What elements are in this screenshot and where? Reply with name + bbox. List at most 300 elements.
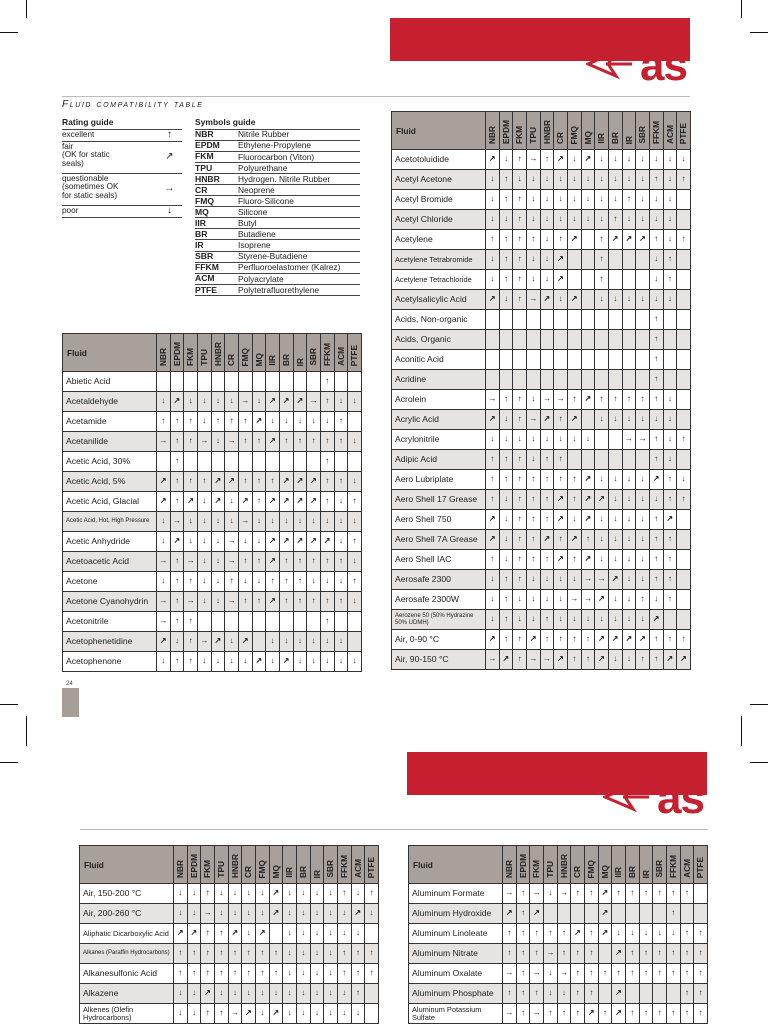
rating-cell xyxy=(197,452,211,472)
rating-arrow-icon: ↗ xyxy=(598,904,612,924)
rating-arrow-icon: ↓ xyxy=(540,570,554,590)
rating-arrow-icon: ↑ xyxy=(584,984,598,1004)
rating-arrow-icon: ↓ xyxy=(649,210,663,230)
material-column-header: FKM xyxy=(513,112,527,150)
material-column-header: CR xyxy=(225,334,239,372)
rating-arrow-icon: → xyxy=(197,432,211,452)
rating-cell xyxy=(499,350,513,370)
rating-arrow-icon: → xyxy=(486,650,500,670)
crop-mark xyxy=(0,32,18,33)
rating-arrow-icon: ↓ xyxy=(595,530,609,550)
rating-cell xyxy=(636,450,650,470)
table-row xyxy=(409,924,708,944)
rating-arrow-icon: ↓ xyxy=(612,924,626,944)
rating-arrow-icon: ↗ xyxy=(307,532,321,552)
rating-arrow-icon: ↓ xyxy=(320,512,334,532)
rating-cell xyxy=(677,450,691,470)
fluid-name: Acetophenetidine xyxy=(63,632,157,652)
fluid-name: Alkazene xyxy=(80,984,174,1004)
rating-arrow-icon: ↑ xyxy=(557,924,571,944)
rating-arrow-icon: ↑ xyxy=(174,944,188,964)
symbol-guide-row xyxy=(195,130,360,141)
rating-arrow-icon: ↑ xyxy=(554,470,568,490)
rating-arrow-icon: ↑ xyxy=(530,944,544,964)
fluid-name: Acids, Organic xyxy=(392,330,486,350)
rating-arrow-icon: ↑ xyxy=(187,964,201,984)
rating-arrow-icon: ↓ xyxy=(622,590,636,610)
symbol-abbr: BR xyxy=(195,229,208,240)
table-row xyxy=(63,392,362,412)
rating-arrow-icon: ↑ xyxy=(639,944,653,964)
rating-arrow-icon: ↓ xyxy=(307,652,321,672)
crop-mark xyxy=(0,762,18,763)
rating-arrow-icon: → xyxy=(225,532,239,552)
rating-arrow-icon: ↓ xyxy=(174,1004,188,1024)
material-column-header: ACM xyxy=(334,334,348,372)
rating-arrow-icon: ↑ xyxy=(677,490,691,510)
logo-arrow-icon xyxy=(586,48,636,80)
rating-arrow-icon: ↓ xyxy=(554,570,568,590)
rating-cell xyxy=(293,452,307,472)
rating-arrow-icon: ↑ xyxy=(584,944,598,964)
rating-arrow-icon: → xyxy=(540,650,554,670)
rating-cell xyxy=(269,924,283,944)
table-row xyxy=(392,150,691,170)
rating-cell xyxy=(622,350,636,370)
rating-arrow-icon: ↓ xyxy=(225,512,239,532)
rating-arrow-icon: ↓ xyxy=(608,590,622,610)
material-column-header: BR xyxy=(625,846,639,884)
table-row xyxy=(392,490,691,510)
rating-cell xyxy=(677,410,691,430)
rating-cell xyxy=(365,924,379,944)
rating-cell xyxy=(677,350,691,370)
rating-cell xyxy=(486,310,500,330)
fluid-name: Acetaldehyde xyxy=(63,392,157,412)
rating-arrow-icon: ↑ xyxy=(663,490,677,510)
rating-cell xyxy=(677,570,691,590)
rating-arrow-icon: ↓ xyxy=(608,510,622,530)
table-row xyxy=(392,470,691,490)
fluid-column-header: Fluid xyxy=(392,112,486,150)
fluid-name: Acetyl Chloride xyxy=(392,210,486,230)
rating-cell xyxy=(225,612,239,632)
symbol-abbr: SBR xyxy=(195,251,214,262)
rating-arrow-icon: ↓ xyxy=(197,512,211,532)
rating-arrow-icon: ↓ xyxy=(663,170,677,190)
rating-arrow-icon: ↑ xyxy=(320,452,334,472)
fluid-column-header: Fluid xyxy=(80,846,174,884)
rating-arrow-icon: ↑ xyxy=(666,904,680,924)
rating-arrow-icon: ↑ xyxy=(320,432,334,452)
page-number: 24 xyxy=(66,681,73,687)
rating-cell xyxy=(595,450,609,470)
rating-cell xyxy=(540,350,554,370)
material-column-header: NBR xyxy=(486,112,500,150)
rating-arrow-icon: ↓ xyxy=(622,410,636,430)
rating-arrow-icon: ↓ xyxy=(157,532,171,552)
rating-arrow-icon: ↓ xyxy=(242,984,256,1004)
symbol-guide-row xyxy=(195,274,360,285)
rating-arrow-icon: ↓ xyxy=(310,944,324,964)
rating-arrow-icon: ↑ xyxy=(320,372,334,392)
rating-cell xyxy=(307,612,321,632)
rating-arrow-icon: ↑ xyxy=(513,230,527,250)
rating-arrow-icon: ↗ xyxy=(554,510,568,530)
table-row xyxy=(392,290,691,310)
material-column-header: TPU xyxy=(214,846,228,884)
rating-arrow-icon: ↑ xyxy=(503,944,517,964)
fluid-name: Aluminum Linoleate xyxy=(409,924,503,944)
rating-arrow-icon: ↑ xyxy=(540,550,554,570)
fluid-name: Acetoacetic Acid xyxy=(63,552,157,572)
rating-arrow-icon: ↓ xyxy=(567,610,581,630)
rating-arrow-icon: ↑ xyxy=(293,592,307,612)
rating-arrow-icon: ↓ xyxy=(513,170,527,190)
rating-arrow-icon: ↑ xyxy=(184,612,198,632)
rating-arrow-icon: ↑ xyxy=(334,412,348,432)
material-column-header: ACM xyxy=(351,846,365,884)
rating-arrow-icon: ↓ xyxy=(334,572,348,592)
rating-arrow-icon: ↗ xyxy=(595,630,609,650)
rating-arrow-icon: ↓ xyxy=(499,210,513,230)
rating-arrow-icon: ↓ xyxy=(283,924,297,944)
fluid-name: Aluminum Hydroxide xyxy=(409,904,503,924)
material-column-header: CR xyxy=(242,846,256,884)
rating-arrow-icon: ↑ xyxy=(351,964,365,984)
rating-arrow-icon: ↑ xyxy=(170,592,184,612)
rating-arrow-icon: ↑ xyxy=(595,390,609,410)
rating-cell xyxy=(279,372,293,392)
rating-cell xyxy=(567,270,581,290)
table-row xyxy=(80,1004,379,1024)
symbol-abbr: IR xyxy=(195,240,204,251)
rating-arrow-icon: ↑ xyxy=(680,964,694,984)
rating-arrow-icon: ↑ xyxy=(622,190,636,210)
rating-arrow-icon: ↑ xyxy=(595,230,609,250)
table-row xyxy=(80,984,379,1004)
table-row xyxy=(63,372,362,392)
rating-arrow-icon: ↓ xyxy=(197,392,211,412)
rating-label: poor xyxy=(62,205,79,215)
symbol-name: Neoprene xyxy=(238,184,275,195)
rating-arrow-icon: ↗ xyxy=(540,290,554,310)
rating-arrow-icon: ↑ xyxy=(228,964,242,984)
rating-cell xyxy=(608,450,622,470)
rating-arrow-icon: ↑ xyxy=(595,250,609,270)
material-column-header: FMQ xyxy=(255,846,269,884)
rating-arrow-icon: ↑ xyxy=(677,170,691,190)
fluid-name: Acetic Acid, 5% xyxy=(63,472,157,492)
rating-arrow-icon: → xyxy=(164,183,175,194)
rating-arrow-icon: → xyxy=(567,590,581,610)
rating-arrow-icon: ↓ xyxy=(526,210,540,230)
rating-arrow-icon: ↗ xyxy=(279,652,293,672)
table-row xyxy=(80,964,379,984)
fluid-name: Acetylene Tetrachloride xyxy=(392,270,486,290)
rating-arrow-icon: ↑ xyxy=(649,230,663,250)
crop-mark xyxy=(0,704,18,705)
rating-arrow-icon: ↑ xyxy=(228,944,242,964)
rating-arrow-icon: ↓ xyxy=(365,904,379,924)
rating-cell xyxy=(486,350,500,370)
rating-arrow-icon: ↗ xyxy=(581,390,595,410)
rating-cell xyxy=(581,370,595,390)
rating-arrow-icon: ↑ xyxy=(201,884,215,904)
rating-arrow-icon: ↗ xyxy=(554,550,568,570)
rating-arrow-icon: ↗ xyxy=(581,150,595,170)
rating-arrow-icon: ↗ xyxy=(595,650,609,670)
rating-arrow-icon: ↓ xyxy=(513,430,527,450)
rating-arrow-icon: ↑ xyxy=(499,270,513,290)
material-column-header: FMQ xyxy=(567,112,581,150)
rating-arrow-icon: ↓ xyxy=(225,652,239,672)
rating-arrow-icon: ↑ xyxy=(486,490,500,510)
fluid-name: Adipic Acid xyxy=(392,450,486,470)
rating-arrow-icon: ↑ xyxy=(663,630,677,650)
rating-arrow-icon: ↑ xyxy=(214,964,228,984)
rating-cell xyxy=(608,350,622,370)
rating-arrow-icon: ↑ xyxy=(170,572,184,592)
rating-arrow-icon: ↗ xyxy=(307,492,321,512)
rating-arrow-icon: ↗ xyxy=(649,470,663,490)
rating-arrow-icon: → xyxy=(557,884,571,904)
rating-arrow-icon: → xyxy=(540,390,554,410)
rating-arrow-icon: ↑ xyxy=(238,472,252,492)
symbol-name: Silicone xyxy=(238,207,268,217)
rating-arrow-icon: ↓ xyxy=(608,170,622,190)
rating-arrow-icon: ↗ xyxy=(279,492,293,512)
rating-arrow-icon: ↓ xyxy=(266,412,280,432)
material-column-header: PTFE xyxy=(677,112,691,150)
rating-arrow-icon: ↗ xyxy=(612,1004,626,1024)
table-row xyxy=(392,430,691,450)
rating-arrow-icon: ↓ xyxy=(238,652,252,672)
fluid-name: Air, 150-200 °C xyxy=(80,884,174,904)
rating-cell xyxy=(677,250,691,270)
table-row xyxy=(392,330,691,350)
rating-arrow-icon: ↓ xyxy=(649,270,663,290)
rating-arrow-icon: ↓ xyxy=(279,412,293,432)
rating-arrow-icon: ↓ xyxy=(211,592,225,612)
rating-arrow-icon: → xyxy=(526,290,540,310)
rating-arrow-icon: ↑ xyxy=(680,884,694,904)
rating-arrow-icon: ↓ xyxy=(296,904,310,924)
fluid-name: Aerozene 50 (50% Hydrazine 50% UDMH) xyxy=(392,610,486,630)
rating-arrow-icon: ↑ xyxy=(269,964,283,984)
rating-arrow-icon: ↗ xyxy=(571,924,585,944)
table-row xyxy=(63,412,362,432)
rating-cell xyxy=(513,370,527,390)
rating-arrow-icon: ↓ xyxy=(557,984,571,1004)
rating-arrow-icon: ↓ xyxy=(211,572,225,592)
rating-arrow-icon: → xyxy=(530,964,544,984)
rating-arrow-icon: ↓ xyxy=(187,1004,201,1024)
rating-cell xyxy=(677,210,691,230)
rating-arrow-icon: ↓ xyxy=(526,270,540,290)
rating-arrow-icon: ↑ xyxy=(337,884,351,904)
material-column-header: SBR xyxy=(324,846,338,884)
rating-arrow-icon: ↑ xyxy=(680,984,694,1004)
rating-arrow-icon: ↗ xyxy=(663,650,677,670)
fluid-name: Acetanilide xyxy=(63,432,157,452)
rating-arrow-icon: ↑ xyxy=(554,530,568,550)
material-column-header: MQ xyxy=(269,846,283,884)
rating-arrow-icon: ↓ xyxy=(554,210,568,230)
rating-arrow-icon: ↓ xyxy=(320,632,334,652)
rating-arrow-icon: ↑ xyxy=(694,944,708,964)
rating-arrow-icon: ↑ xyxy=(680,924,694,944)
rating-arrow-icon: ↗ xyxy=(170,392,184,412)
rating-arrow-icon: ↑ xyxy=(612,964,626,984)
rating-cell xyxy=(639,904,653,924)
symbol-abbr: NBR xyxy=(195,129,214,140)
symbol-abbr: FFKM xyxy=(195,262,219,273)
rating-arrow-icon: ↑ xyxy=(649,390,663,410)
fluid-name: Acetic Acid, 30% xyxy=(63,452,157,472)
rating-arrow-icon: ↑ xyxy=(279,552,293,572)
rating-arrow-icon: ↗ xyxy=(486,510,500,530)
rating-arrow-icon: ↑ xyxy=(499,630,513,650)
table-row xyxy=(392,410,691,430)
rating-arrow-icon: ↓ xyxy=(540,210,554,230)
rating-arrow-icon: ↑ xyxy=(513,550,527,570)
symbol-guide-row xyxy=(195,285,360,296)
rating-arrow-icon: ↓ xyxy=(663,450,677,470)
rating-arrow-icon: ↑ xyxy=(639,884,653,904)
rating-arrow-icon: ↓ xyxy=(266,652,280,672)
rating-arrow-icon: ↑ xyxy=(516,904,530,924)
rating-arrow-icon: ↑ xyxy=(334,552,348,572)
rating-arrow-icon: ↑ xyxy=(530,984,544,1004)
rating-arrow-icon: ↓ xyxy=(486,570,500,590)
material-column-header: HNBR xyxy=(540,112,554,150)
rating-arrow-icon: → xyxy=(307,392,321,412)
rating-arrow-icon: ↓ xyxy=(486,210,500,230)
rating-arrow-icon: ↗ xyxy=(486,530,500,550)
table-row xyxy=(392,310,691,330)
rating-arrow-icon: ↑ xyxy=(677,430,691,450)
table-row xyxy=(392,230,691,250)
rating-arrow-icon: ↓ xyxy=(293,412,307,432)
rating-arrow-icon: ↓ xyxy=(608,290,622,310)
material-column-header: BR xyxy=(296,846,310,884)
fluid-name: Acetylene Tetrabromide xyxy=(392,250,486,270)
rating-arrow-icon: ↗ xyxy=(581,490,595,510)
rating-arrow-icon: ↓ xyxy=(663,410,677,430)
rating-arrow-icon: ↑ xyxy=(513,490,527,510)
rating-arrow-icon: ↓ xyxy=(348,552,362,572)
rating-arrow-icon: ↗ xyxy=(567,290,581,310)
rating-arrow-icon: ↓ xyxy=(567,570,581,590)
symbol-guide-row xyxy=(195,252,360,263)
rating-arrow-icon: ↑ xyxy=(486,550,500,570)
rating-arrow-icon: ↓ xyxy=(663,290,677,310)
fluid-table xyxy=(79,845,379,1024)
logo-arrow-icon xyxy=(603,781,653,813)
rating-arrow-icon: → xyxy=(530,884,544,904)
rating-arrow-icon: ↑ xyxy=(680,1004,694,1024)
rating-arrow-icon: ↑ xyxy=(499,450,513,470)
rating-arrow-icon: ↓ xyxy=(540,190,554,210)
fluid-name: Air, 200-260 °C xyxy=(80,904,174,924)
rating-arrow-icon: ↓ xyxy=(636,530,650,550)
rating-cell xyxy=(252,452,266,472)
rating-arrow-icon: ↑ xyxy=(320,492,334,512)
rating-arrow-icon: ↑ xyxy=(170,652,184,672)
rating-arrow-icon: ↑ xyxy=(499,390,513,410)
rating-cell xyxy=(625,984,639,1004)
rating-arrow-icon: ↓ xyxy=(310,924,324,944)
rating-arrow-icon: ↓ xyxy=(296,884,310,904)
material-column-header: BR xyxy=(279,334,293,372)
fluid-table xyxy=(391,111,691,670)
rating-arrow-icon: ↑ xyxy=(255,944,269,964)
rating-arrow-icon: ↓ xyxy=(211,512,225,532)
rating-arrow-icon: ↗ xyxy=(608,630,622,650)
rating-arrow-icon: ↑ xyxy=(320,472,334,492)
fluid-name: Acetonitrile xyxy=(63,612,157,632)
rating-cell xyxy=(554,350,568,370)
rating-cell xyxy=(307,452,321,472)
fluid-name: Acridine xyxy=(392,370,486,390)
rating-arrow-icon: ↑ xyxy=(571,984,585,1004)
symbol-abbr: EPDM xyxy=(195,140,220,151)
rating-arrow-icon: ↓ xyxy=(581,430,595,450)
symbol-abbr: FMQ xyxy=(195,195,215,206)
rating-arrow-icon: ↑ xyxy=(526,490,540,510)
rating-arrow-icon: ↑ xyxy=(649,350,663,370)
fluid-name: Aluminum Nitrate xyxy=(409,944,503,964)
rating-arrow-icon: ↑ xyxy=(663,590,677,610)
rating-cell xyxy=(694,884,708,904)
rating-arrow-icon: ↓ xyxy=(252,392,266,412)
rating-arrow-icon: ↗ xyxy=(252,652,266,672)
rating-arrow-icon: ↑ xyxy=(663,470,677,490)
table-row xyxy=(392,630,691,650)
rating-cell xyxy=(513,330,527,350)
rating-arrow-icon: ↓ xyxy=(499,530,513,550)
symbol-name: Styrene-Butadiene xyxy=(238,251,308,262)
rating-arrow-icon: ↓ xyxy=(283,984,297,1004)
rating-arrow-icon: ↗ xyxy=(157,472,171,492)
rating-arrow-icon: ↑ xyxy=(516,1004,530,1024)
rating-arrow-icon: ↑ xyxy=(540,470,554,490)
rating-cell xyxy=(608,310,622,330)
rating-arrow-icon: ↓ xyxy=(608,150,622,170)
rating-arrow-icon: ↑ xyxy=(612,884,626,904)
rating-arrow-icon: ↑ xyxy=(351,944,365,964)
rating-arrow-icon: ↑ xyxy=(337,944,351,964)
rating-arrow-icon: → xyxy=(238,392,252,412)
rating-cell xyxy=(486,370,500,390)
rating-arrow-icon: ↑ xyxy=(320,612,334,632)
rating-arrow-icon: ↗ xyxy=(499,650,513,670)
rating-arrow-icon: ↑ xyxy=(649,630,663,650)
rating-arrow-icon: → xyxy=(157,552,171,572)
rating-arrow-icon: ↓ xyxy=(622,610,636,630)
rating-arrow-icon: ↗ xyxy=(228,924,242,944)
rating-cell xyxy=(581,290,595,310)
rating-arrow-icon: ↗ xyxy=(554,270,568,290)
rating-arrow-icon: ↓ xyxy=(649,250,663,270)
rating-arrow-icon: ↑ xyxy=(653,884,667,904)
rating-guide-row xyxy=(62,142,182,174)
rating-cell xyxy=(608,270,622,290)
rating-arrow-icon: ↑ xyxy=(279,592,293,612)
rating-arrow-icon: ↓ xyxy=(293,512,307,532)
rating-arrow-icon: ↑ xyxy=(513,510,527,530)
